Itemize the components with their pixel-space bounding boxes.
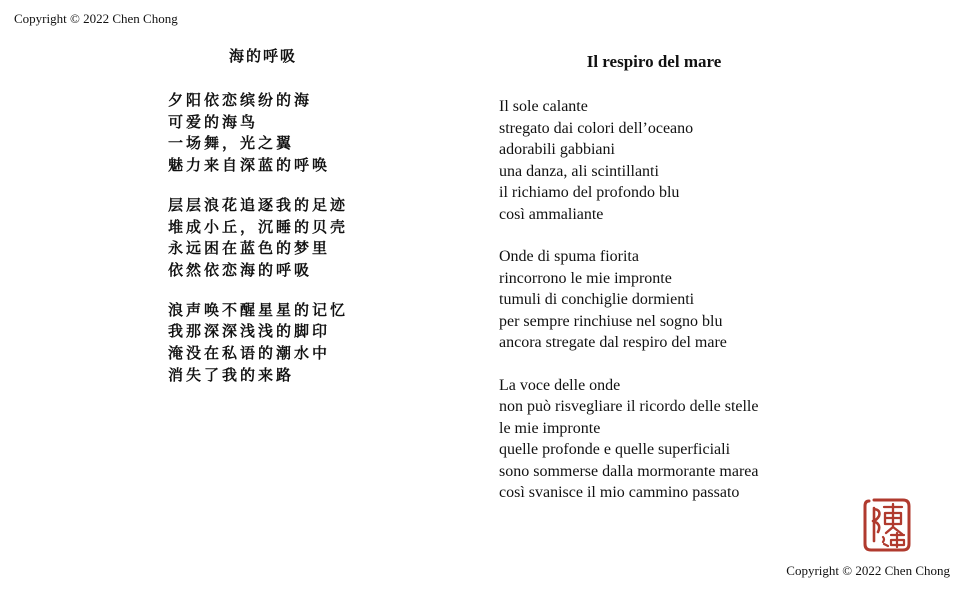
chinese-stanza-3 [168,300,368,387]
italian-line: sono sommerse dalla mormorante marea [499,462,759,480]
italian-line: così svanisce il mio cammino passato [499,484,740,501]
italian-line: il richiamo del profondo blu [499,184,680,201]
chinese-line: 魅力来自深蓝的呼唤 [168,156,331,175]
italian-line: una danza, ali scintillanti [499,162,659,180]
chinese-stanza-2 [168,195,368,282]
italian-line: Onde di spuma fiorita [499,248,639,265]
copyright-bottom: Copyright © 2022 Chen Chong [786,563,950,578]
italian-line: le mie impronte [499,419,601,437]
chinese-stanza-1 [168,90,368,177]
italian-line: non può risvegliare il ricordo delle stelle [499,398,759,415]
italian-stanza-3 [499,375,899,504]
italian-line: Il sole calante [499,98,588,115]
chinese-line: 我那深深浅浅的脚印 [168,322,331,341]
italian-line: tumuli di conchiglie dormienti [499,291,695,308]
italian-line: per sempre rinchiuse nel sogno blu [499,312,723,330]
italian-line: adorabili gabbiani [499,141,615,158]
chinese-line: 淹没在私语的潮水中 [168,344,331,363]
chinese-line: 可爱的海鸟 [168,112,259,131]
chinese-line: 永远困在蓝色的梦里 [168,239,331,258]
chinese-line: 一场舞，光之翼 [168,134,295,153]
chinese-line: 堆成小丘，沉睡的贝壳 [168,217,349,236]
chinese-line: 层层浪花追逐我的足迹 [168,195,349,214]
italian-poem-title: Il respiro del mare [586,52,722,71]
italian-stanza-1 [499,96,899,225]
italian-line: La voce delle onde [499,376,621,394]
seal-stamp [862,497,912,553]
chinese-line: 浪声唤不醒星星的记忆 [168,300,349,319]
italian-line: quelle profonde e quelle superficiali [499,441,731,458]
italian-poem [499,96,899,525]
italian-line: ancora stregate dal respiro del mare [499,334,727,351]
italian-line: così ammaliante [499,205,604,223]
italian-line: stregato dai colori dell’oceano [499,119,694,137]
chinese-poem-title: 海的呼吸 [228,47,297,65]
italian-stanza-2 [499,246,899,354]
italian-line: rincorrono le mie impronte [499,269,672,287]
copyright-top: Copyright © 2022 Chen Chong [14,11,178,26]
chinese-line: 消失了我的来路 [168,365,295,384]
chinese-poem [168,46,368,404]
chinese-line: 依然依恋海的呼吸 [168,260,313,279]
chinese-line: 夕阳依恋缤纷的海 [168,91,313,109]
